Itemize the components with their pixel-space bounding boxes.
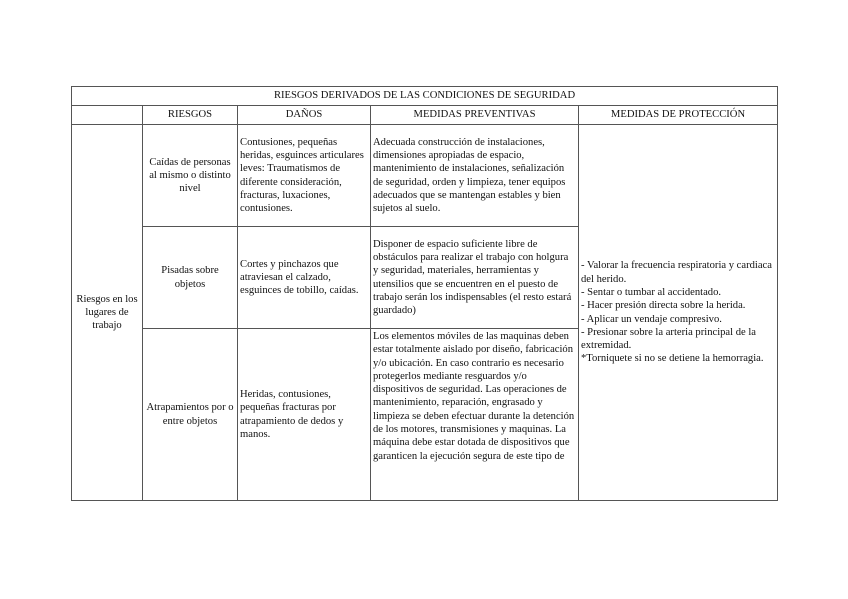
header-riesgos: RIESGOS [143, 106, 238, 125]
danos-cell: Heridas, contusiones, pequeñas fracturas por atrapamiento de dedos y manos. [238, 329, 371, 501]
proteccion-item: - Valorar la frecuencia respiratoria y cardiaca del herido. [581, 260, 772, 285]
proteccion-item: - Aplicar un vendaje compresivo. [581, 313, 722, 325]
group-label: Riesgos en los lugares de trabajo [72, 125, 143, 501]
preventivas-cell: Disponer de espacio suficiente libre de obstáculos para realizar el trabajo con holgura y seguridad, materiales, herramientas y utensilios que se encuentren en el puesto de trabajo serán los indispensables (el resto estará guardado) [371, 227, 579, 329]
danos-cell: Cortes y pinchazos que atraviesan el calzado, esguinces de tobillo, caídas. [238, 227, 371, 329]
header-danos: DAÑOS [238, 106, 371, 125]
table-title: RIESGOS DERIVADOS DE LAS CONDICIONES DE SEGURIDAD [72, 87, 778, 106]
header-medidas-proteccion: MEDIDAS DE PROTECCIÓN [579, 106, 778, 125]
proteccion-item: - Hacer presión directa sobre la herida. [581, 300, 746, 312]
riesgo-cell: Pisadas sobre objetos [143, 227, 238, 329]
riesgo-cell: Caídas de personas al mismo o distinto nivel [143, 125, 238, 227]
proteccion-cell [579, 125, 778, 501]
safety-table [71, 86, 778, 501]
proteccion-item: *Torniquete si no se detiene la hemorragia. [581, 353, 764, 365]
header-empty [72, 106, 143, 125]
preventivas-text: Los elementos móviles de las maquinas deben estar totalmente aislado por diseño, fabricación y/o ubicación. En caso contrario es necesario protegerlos mediante resguardos y/o dispositivos de seguridad. Las operaciones de mantenimiento, reparación, engrasado y limpieza se deben efectuar durante la detención de los motores, transmisiones y maquinas. La máquina debe estar dotada de dispositivos que garanticen la ejecución segura de este tipo de [373, 331, 575, 462]
header-medidas-preventivas: MEDIDAS PREVENTIVAS [371, 106, 579, 125]
table-row [72, 125, 778, 227]
proteccion-item: - Presionar sobre la arteria principal de la extremidad. [581, 326, 757, 352]
danos-cell: Contusiones, pequeñas heridas, esguinces articulares leves: Traumatismos de diferente consideración, fracturas, luxaciones, contusiones. [238, 125, 371, 227]
preventivas-cell: Adecuada construcción de instalaciones, dimensiones apropiadas de espacio, mantenimiento de instalaciones, señalización de seguridad, orden y limpieza, tener equipos adecuados que se mantengan estables y bien sujetos al suelo. [371, 125, 579, 227]
proteccion-item: - Sentar o tumbar al accidentado. [581, 286, 722, 298]
preventivas-cell [371, 329, 579, 501]
riesgo-cell: Atrapamientos por o entre objetos [143, 329, 238, 501]
